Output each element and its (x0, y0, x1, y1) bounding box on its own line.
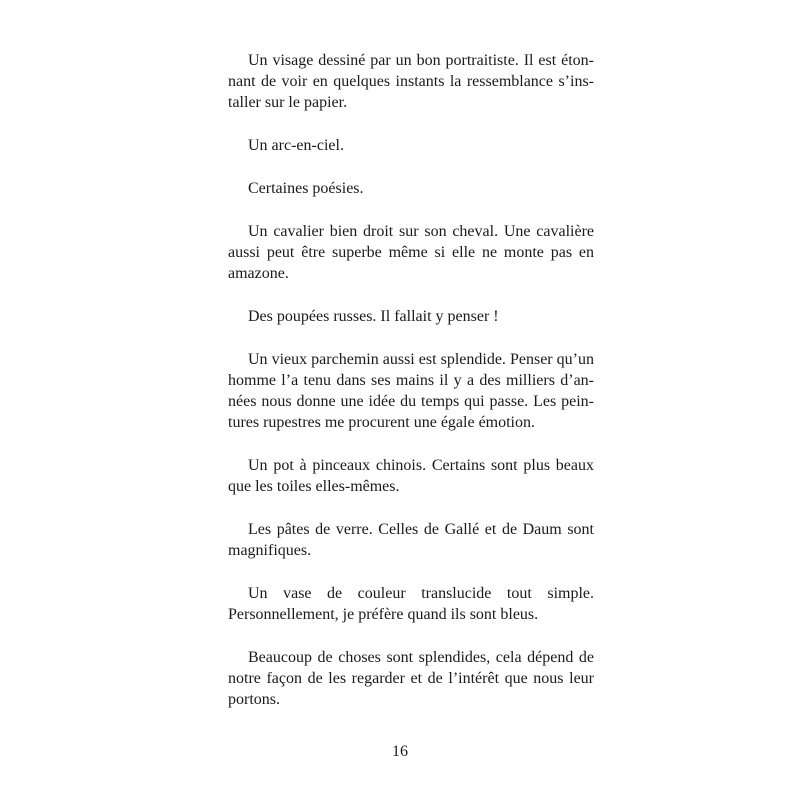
paragraph-poupees (228, 306, 594, 327)
text-line: Beaucoup de choses sont splendides, cela dépend de (248, 649, 594, 666)
text-line: Un cavalier bien droit sur son cheval. Une cavalière (248, 223, 594, 240)
paragraph-portrait (228, 50, 594, 113)
text-line: Un vase de couleur translucide tout simple. (248, 585, 594, 602)
body-text (228, 50, 594, 732)
text-line: nées nous donne une idée du temps qui passe. Les pein- (228, 393, 594, 410)
text-line: notre façon de les regarder et de l’intérêt que nous leur (228, 670, 594, 687)
text-line: aussi peut être superbe même si elle ne monte pas en (228, 244, 594, 261)
text-line: nant de voir en quelques instants la ressemblance s’ins- (228, 73, 594, 90)
text-line: que les toiles elles-mêmes. (228, 478, 400, 495)
text-line: portons. (228, 691, 280, 708)
text-line: Certaines poésies. (248, 180, 364, 197)
text-line: Un vieux parchemin aussi est splendide. Penser qu’un (248, 351, 594, 368)
text-line: taller sur le papier. (228, 94, 348, 111)
text-line: Un visage dessiné par un bon portraitiste. Il est éton- (248, 52, 594, 69)
text-line: magnifiques. (228, 542, 312, 559)
text-line: amazone. (228, 265, 289, 282)
text-line: homme l’a tenu dans ses mains il y a des milliers d’an- (228, 372, 594, 389)
text-line: Un arc-en-ciel. (248, 137, 344, 154)
paragraph-vase (228, 583, 594, 625)
paragraph-pates-verre (228, 519, 594, 561)
text-line: tures rupestres me procurent une égale émotion. (228, 414, 535, 431)
text-line: Un pot à pinceaux chinois. Certains sont plus beaux (248, 457, 594, 474)
paragraph-poesies (228, 178, 594, 199)
text-line: Personnellement, je préfère quand ils sont bleus. (228, 606, 539, 623)
paragraph-arc-en-ciel (228, 135, 594, 156)
text-line: Des poupées russes. Il fallait y penser ! (248, 308, 499, 325)
paragraph-cavalier (228, 221, 594, 284)
page-number: 16 (392, 743, 408, 760)
paragraph-parchemin (228, 349, 594, 433)
text-line: Les pâtes de verre. Celles de Gallé et de Daum sont (248, 521, 594, 538)
paragraph-pot-pinceaux (228, 455, 594, 497)
paragraph-choses-splendides (228, 647, 594, 710)
